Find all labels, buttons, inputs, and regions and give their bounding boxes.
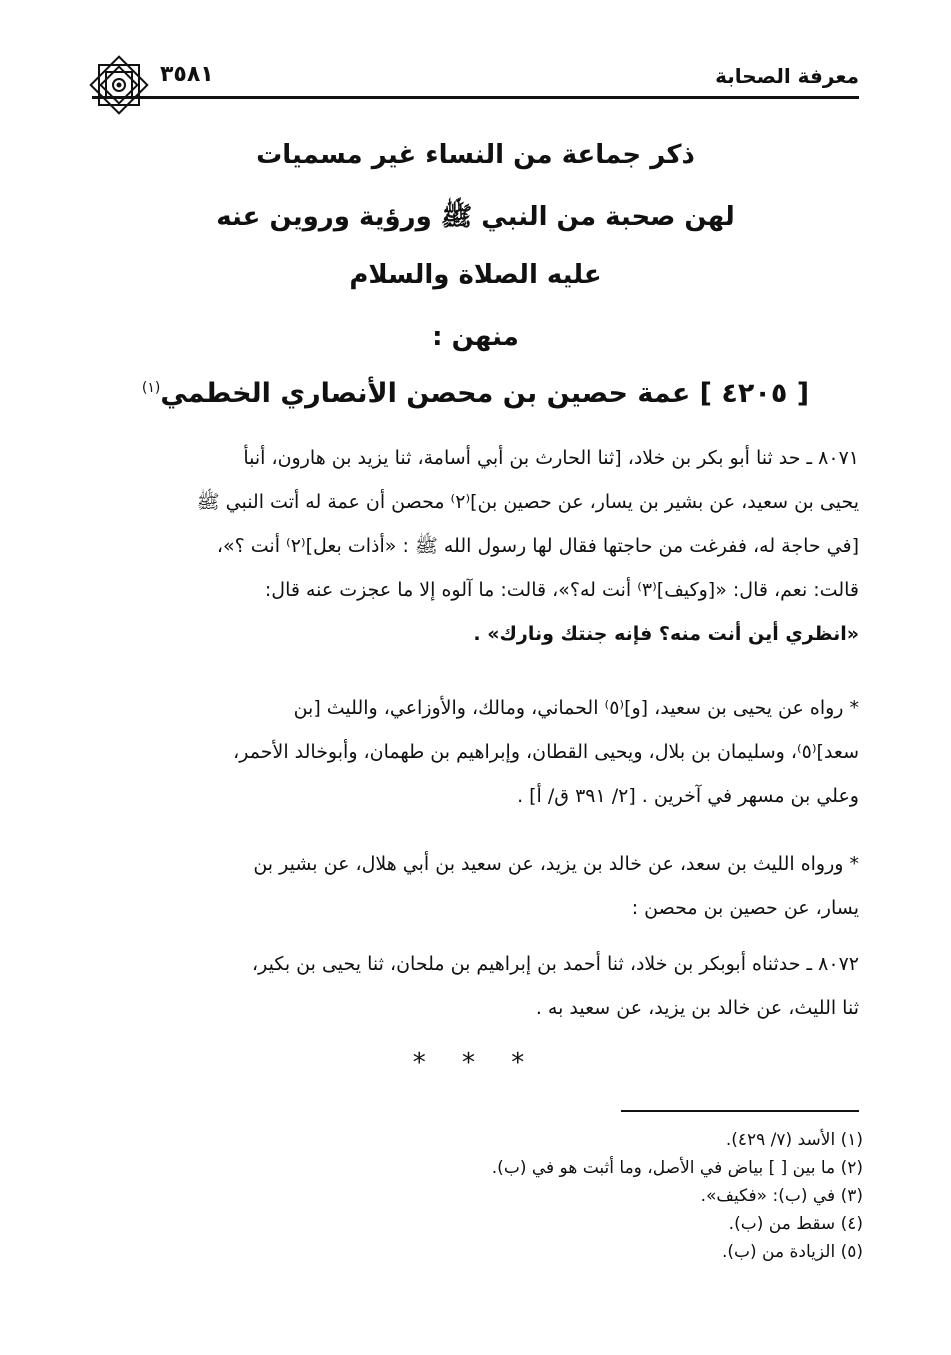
footnote-item: (٤) سقط من (ب).	[728, 1214, 863, 1234]
entry-heading	[90, 378, 861, 409]
chapter-heading-line-2: لهن صحبة من النبي ﷺ ورؤية وروين عنه	[216, 202, 735, 232]
chapter-heading-line-3: عليه الصلاة والسلام	[349, 260, 602, 290]
footnotes	[400, 1126, 863, 1266]
text-line: [في حاجة له، ففرغت من حاجتها فقال لها رسول الله ﷺ : «أذات بعل]⁽٢⁾ أنت ؟»،	[216, 535, 859, 557]
narration-paragraph-2	[98, 842, 859, 930]
page-header	[92, 56, 859, 92]
page-number: ٣٥٨١	[160, 62, 214, 87]
text-line: * رواه عن يحيى بن سعيد، [و]⁽٥⁾ الحماني، ومالك، والأوزاعي، والليث [بن	[293, 697, 859, 719]
chapter-heading-line-4: منهن :	[432, 322, 519, 352]
footnote-divider	[621, 1110, 859, 1112]
hadith-paragraph-8071	[98, 436, 859, 656]
text-line: «انظري أين أنت منه؟ فإنه جنتك ونارك» .	[473, 623, 859, 645]
footnote-item: (١) الأسد (٧/ ٤٢٩).	[725, 1130, 863, 1150]
entry-footnote-ref: (١)	[141, 380, 161, 396]
text-line: * ورواه الليث بن سعد، عن خالد بن يزيد، عن سعيد بن أبي هلال، عن بشير بن	[253, 853, 859, 875]
section-separator: * * *	[412, 1048, 539, 1078]
footnote-item: (٢) ما بين [ ] بياض في الأصل، وما أثبت هو في (ب).	[491, 1158, 863, 1178]
text-line: وعلي بن مسهر في آخرين . [٢/ ٣٩١ ق/ أ] .	[517, 785, 859, 807]
text-line: يحيى بن سعيد، عن بشير بن يسار، عن حصين بن]⁽٢⁾ محصن أن عمة له أتت النبي ﷺ	[196, 491, 859, 513]
book-title: معرفة الصحابة	[715, 64, 859, 88]
octagram-ornament-icon	[86, 52, 152, 118]
chapter-heading-line-1: ذكر جماعة من النساء غير مسميات	[256, 140, 695, 170]
narration-paragraph	[98, 686, 859, 818]
header-divider	[92, 96, 859, 99]
text-line: يسار، عن حصين بن محصن :	[631, 897, 859, 919]
text-line: ٨٠٧١ ـ حد ثنا أبو بكر بن خلاد، [ثنا الحارث بن أبي أسامة، ثنا يزيد بن هارون، أنبأ	[243, 447, 859, 469]
text-line: ثنا الليث، عن خالد بن يزيد، عن سعيد به .	[535, 997, 859, 1019]
text-line: ٨٠٧٢ ـ حدثناه أبوبكر بن خلاد، ثنا أحمد بن إبراهيم بن ملحان، ثنا يحيى بن بكير،	[252, 953, 859, 975]
hadith-paragraph-8072	[98, 942, 859, 1030]
entry-title: [ ٤٢٠٥ ] عمة حصين بن محصن الأنصاري الخطمي	[160, 378, 810, 409]
footnote-item: (٥) الزيادة من (ب).	[721, 1242, 863, 1262]
text-line: قالت: نعم، قال: «[وكيف]⁽٣⁾ أنت له؟»، قالت: ما آلوه إلا ما عجزت عنه قال:	[264, 579, 859, 601]
text-line: سعد]⁽٥⁾، وسليمان بن بلال، ويحيى القطان، وإبراهيم بن طهمان، وأبوخالد الأحمر،	[233, 741, 859, 763]
footnote-item: (٣) في (ب): «فكيف».	[700, 1186, 863, 1206]
